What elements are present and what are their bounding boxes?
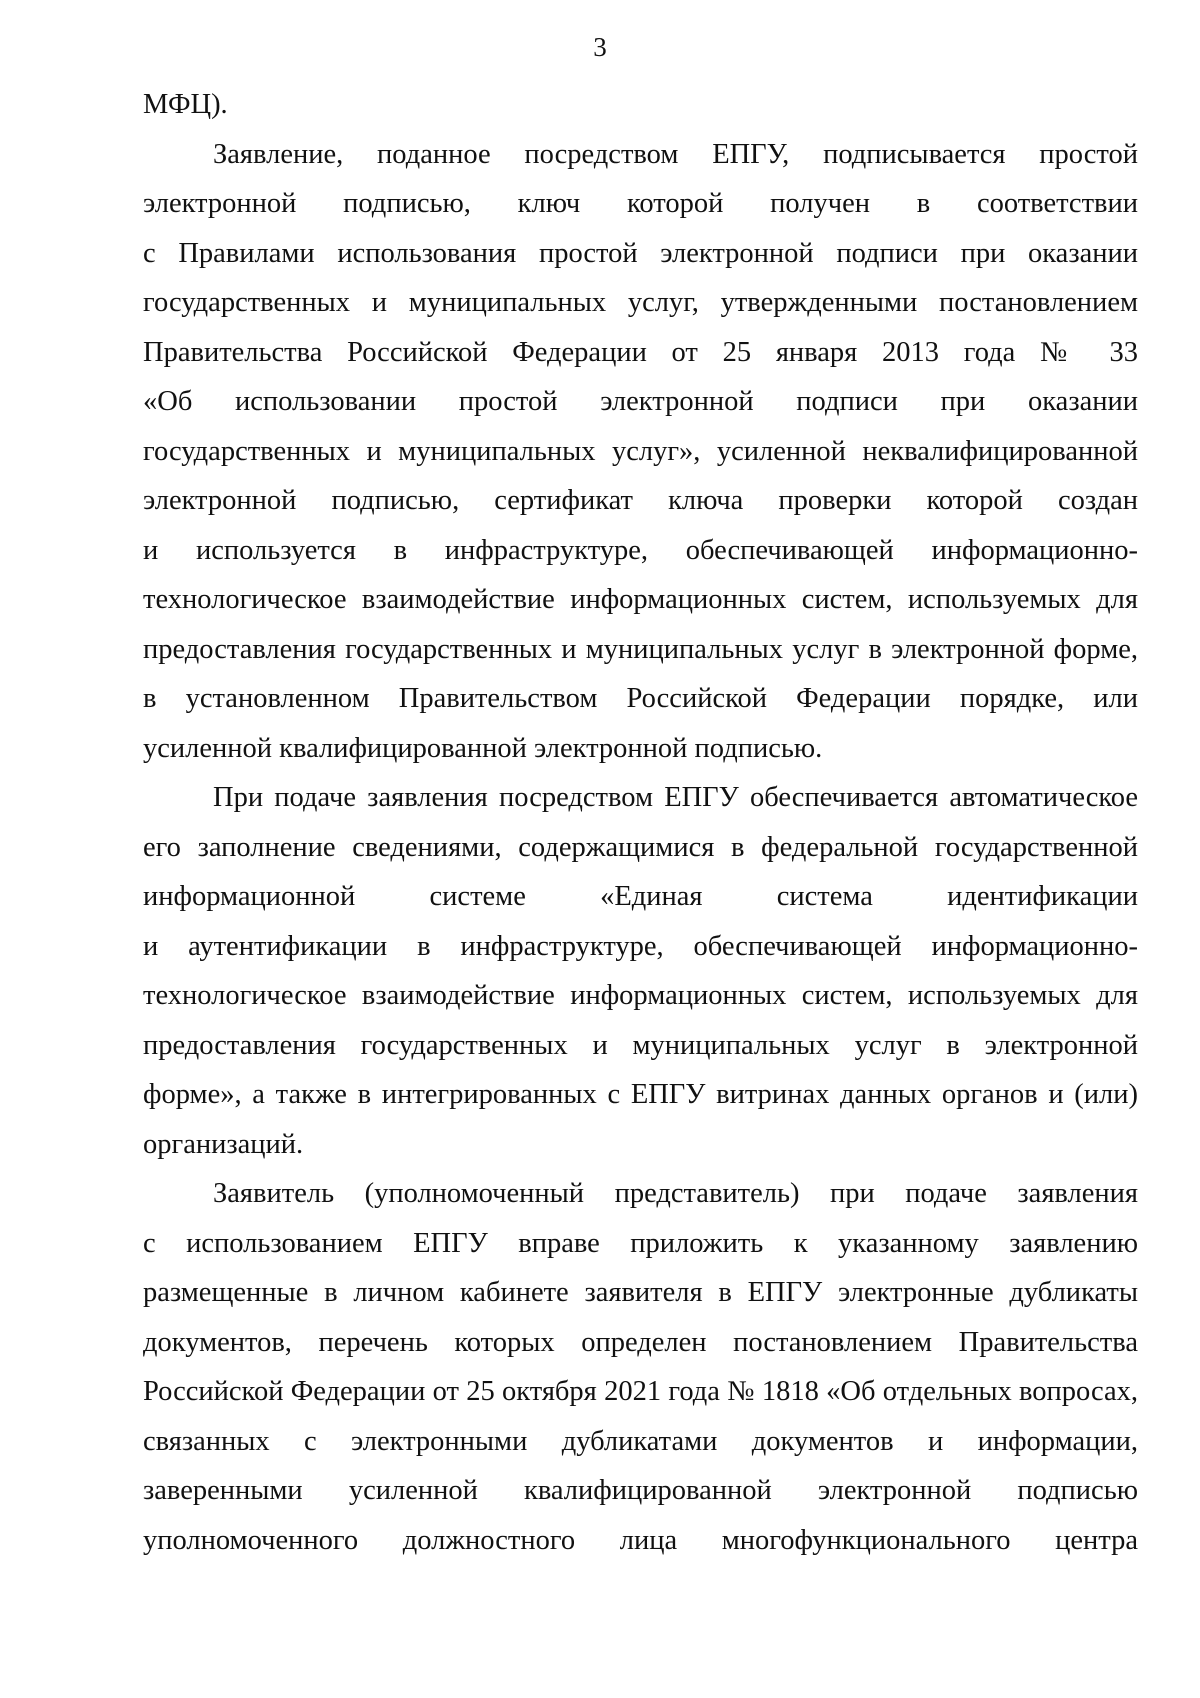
text-line: МФЦ). xyxy=(143,89,228,120)
text-line: При подаче заявления посредством ЕПГУ обеспечивается автоматическое xyxy=(213,782,1138,813)
text-line: «Об использовании простой электронной подписи при оказании xyxy=(143,386,1138,417)
document-body xyxy=(143,80,1138,1565)
text-line: заверенными усиленной квалифицированной электронной подписью xyxy=(143,1475,1138,1506)
text-line: с Правилами использования простой электронной подписи при оказании xyxy=(143,237,1138,269)
text-line: его заполнение сведениями, содержащимися в федеральной государственной xyxy=(143,831,1138,863)
text-line: размещенные в личном кабинете заявителя в ЕПГУ электронные дубликаты xyxy=(143,1277,1138,1308)
text-line: с использованием ЕПГУ вправе приложить к указанному заявлению xyxy=(143,1227,1138,1259)
text-line: и аутентификации в инфраструктуре, обеспечивающей информационно- xyxy=(143,930,1138,962)
text-line: Заявитель (уполномоченный представитель) при подаче заявления xyxy=(213,1178,1138,1209)
text-line: усиленной квалифицированной электронной подписью. xyxy=(143,732,823,764)
text-line: документов, перечень которых определен постановлением Правительства xyxy=(143,1326,1138,1358)
text-line: государственных и муниципальных услуг, утвержденными постановлением xyxy=(143,287,1138,318)
text-line: форме», а также в интегрированных с ЕПГУ витринах данных органов и (или) xyxy=(143,1079,1138,1110)
paragraph-1 xyxy=(143,80,1138,130)
paragraph-3 xyxy=(143,773,1138,1169)
text-line: и используется в инфраструктуре, обеспечивающей информационно- xyxy=(143,534,1138,566)
text-line: организаций. xyxy=(143,1128,304,1160)
text-line: уполномоченного должностного лица многофункционального центра xyxy=(143,1524,1138,1556)
text-line: технологическое взаимодействие информационных систем, используемых для xyxy=(143,980,1138,1011)
text-line: Российской Федерации от 25 октября 2021 года № 1818 «Об отдельных вопросах, xyxy=(143,1376,1138,1407)
paragraph-4 xyxy=(143,1169,1138,1565)
text-line: государственных и муниципальных услуг», усиленной неквалифицированной xyxy=(143,435,1138,467)
paragraph-2 xyxy=(143,130,1138,774)
text-line: связанных с электронными дубликатами документов и информации, xyxy=(143,1425,1138,1457)
text-line: электронной подписью, сертификат ключа проверки которой создан xyxy=(143,485,1138,516)
text-line: электронной подписью, ключ которой получен в соответствии xyxy=(143,188,1138,219)
text-line: в установленном Правительством Российской Федерации порядке, или xyxy=(143,683,1138,714)
page-number: 3 xyxy=(593,32,607,62)
text-line: Заявление, поданное посредством ЕПГУ, подписывается простой xyxy=(213,138,1138,170)
text-line: предоставления государственных и муниципальных услуг в электронной xyxy=(143,1029,1138,1061)
text-line: Правительства Российской Федерации от 25 января 2013 года № 33 xyxy=(143,336,1138,368)
text-line: технологическое взаимодействие информационных систем, используемых для xyxy=(143,584,1138,615)
text-line: информационной системе «Единая система идентификации xyxy=(143,881,1138,912)
text-line: предоставления государственных и муниципальных услуг в электронной форме, xyxy=(143,633,1138,665)
